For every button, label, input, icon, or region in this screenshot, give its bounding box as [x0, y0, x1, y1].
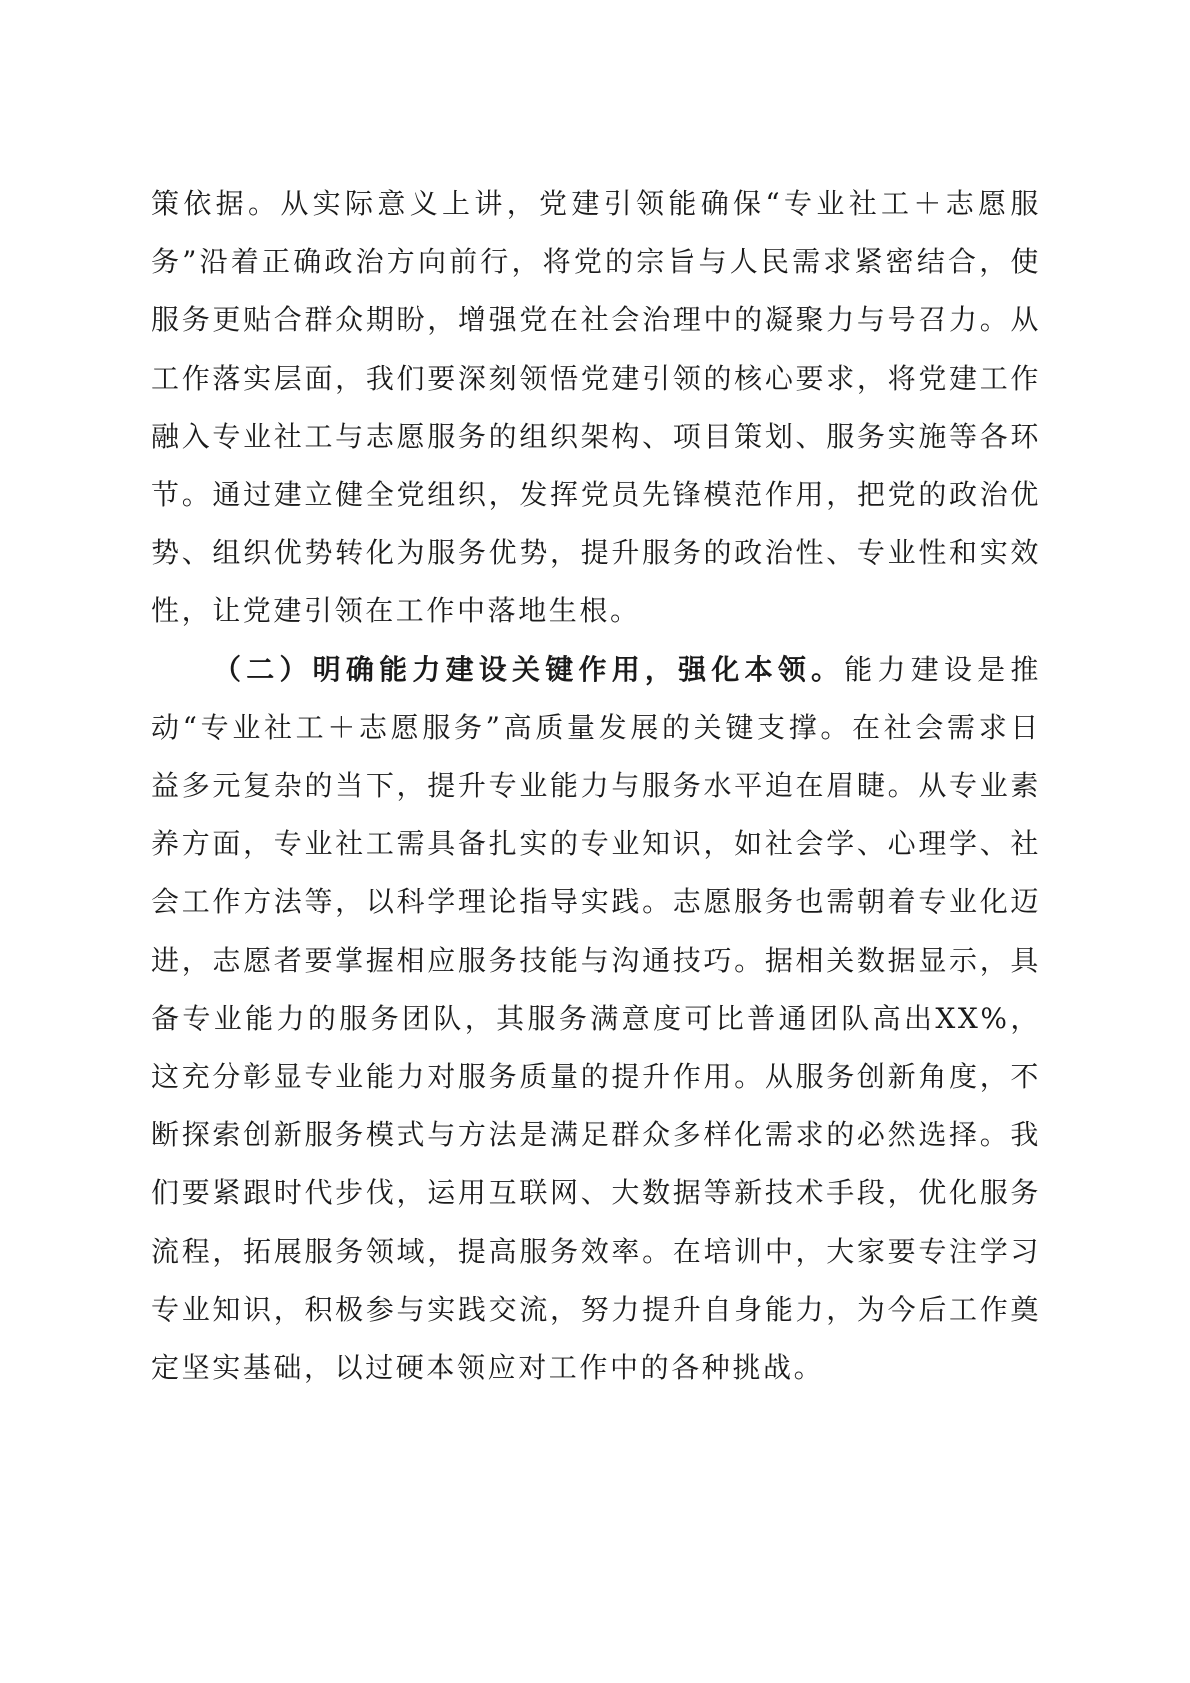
- section-heading: （二）明确能力建设关键作用，强化本领。: [213, 652, 845, 686]
- section-body: 能力建设是推动“专业社工＋志愿服务”高质量发展的关键支撑。在社会需求日益多元复杂的当下，提升专业能力与服务水平迫在眉睫。从专业素养方面，专业社工需具备扎实的专业知识，如社会学、心理学、社会工作方法等，以科学理论指导实践。志愿服务也需朝着专业化迈进，志愿者要掌握相应服务技能与沟通技巧。据相关数据显示，具备专业能力的服务团队，其服务满意度可比普通团队高出XX%，这充分彰显专业能力对服务质量的提升作用。从服务创新角度，不断探索创新服务模式与方法是满足群众多样化需求的必然选择。我们要紧跟时代步伐，运用互联网、大数据等新技术手段，优化服务流程，拓展服务领域，提高服务效率。在培训中，大家要专注学习专业知识，积极参与实践交流，努力提升自身能力，为今后工作奠定坚实基础，以过硬本领应对工作中的各种挑战。: [151, 652, 1041, 1385]
- paragraph-section-2: [151, 641, 1041, 1398]
- paragraph-continued: 策依据。从实际意义上讲，党建引领能确保“专业社工＋志愿服务”沿着正确政治方向前行，将党的宗旨与人民需求紧密结合，使服务更贴合群众期盼，增强党在社会治理中的凝聚力与号召力。从工作落实层面，我们要深刻领悟党建引领的核心要求，将党建工作融入专业社工与志愿服务的组织架构、项目策划、服务实施等各环节。通过建立健全党组织，发挥党员先锋模范作用，把党的政治优势、组织优势转化为服务优势，提升服务的政治性、专业性和实效性，让党建引领在工作中落地生根。: [151, 187, 1041, 628]
- document-body: [151, 175, 1041, 1397]
